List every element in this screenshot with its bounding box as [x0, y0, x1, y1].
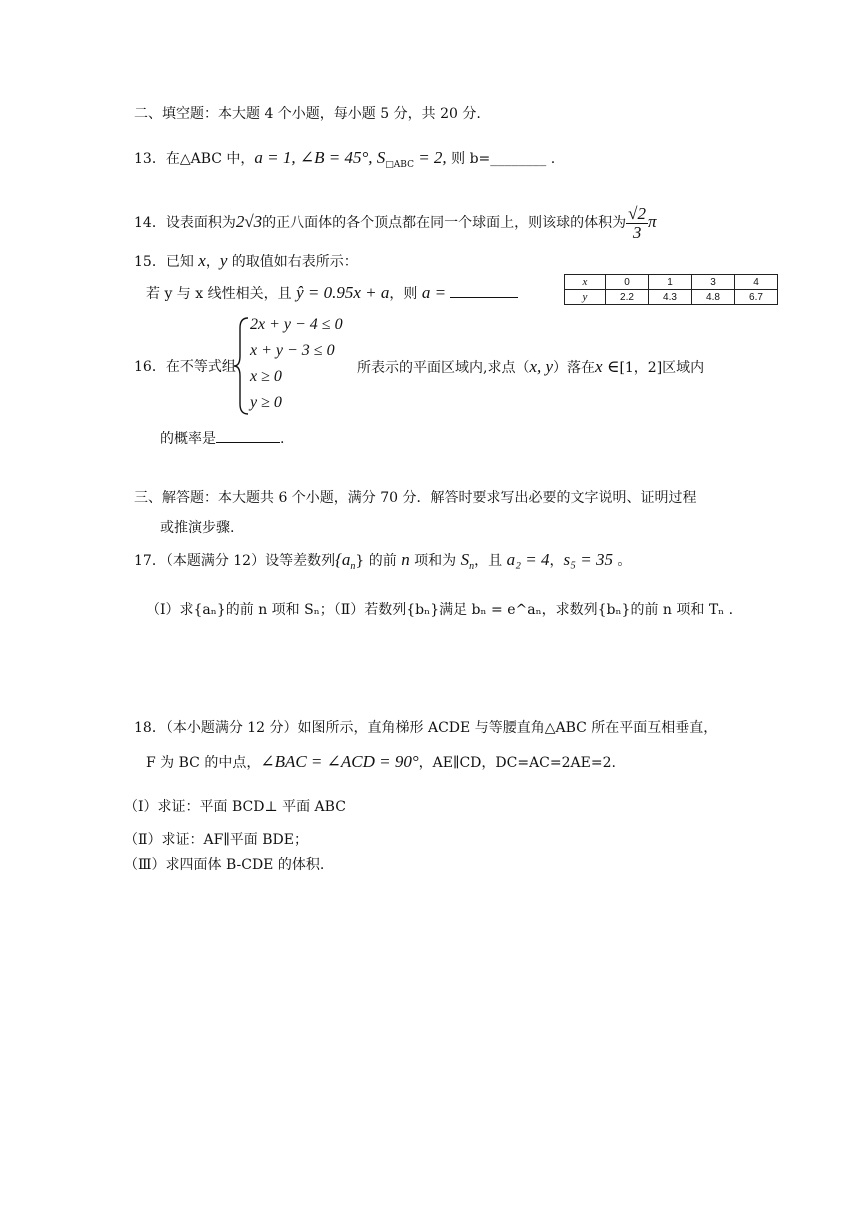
table-row — [565, 275, 778, 290]
q17-an: {a — [335, 550, 351, 569]
q16-continuation — [357, 357, 704, 378]
table-cell: 0 — [606, 275, 649, 290]
q18-part-2: （Ⅱ）求证：AF∥平面 BDE； — [124, 832, 308, 848]
q16-end: . — [280, 431, 285, 447]
q14-pi: π — [648, 212, 657, 231]
q17-s5: s₅ = 35 — [563, 550, 613, 569]
q16-tail: [1，2]区域内 — [619, 360, 705, 376]
q15-y: y — [219, 251, 228, 270]
q16-lead: 16．在不等式组 — [134, 359, 236, 375]
q17-n: n — [401, 550, 410, 569]
table-cell: 3 — [692, 275, 735, 290]
q18-line2b: ，AE∥CD，DC=AC=2AE=2. — [418, 755, 616, 771]
q16-answer-blank — [216, 428, 280, 443]
q16-set: x ∈ — [595, 357, 620, 376]
table-cell: 4.8 — [692, 290, 735, 305]
table-cell: 1 — [649, 275, 692, 290]
table-cell: 4 — [735, 275, 778, 290]
q15-x: x — [198, 251, 206, 270]
q18-angle: ∠BAC = ∠ACD = 90° — [260, 752, 419, 771]
q17-line1d: ，且 — [474, 553, 507, 569]
q13-text: 13．在△ABC 中， — [134, 151, 255, 167]
table-cell: 2.2 — [606, 290, 649, 305]
q16-point: x, y — [529, 357, 554, 376]
inequality-4: y ≥ 0 — [250, 394, 282, 411]
q15-line1b: 的取值如右表所示： — [227, 254, 358, 270]
q15-equation: ŷ = 0.95x + a — [296, 283, 390, 302]
q16-mid: 所表示的平面区域内,求点（ — [357, 360, 530, 376]
inequality-3: x ≥ 0 — [250, 368, 282, 385]
q17-line1c: 项和为 — [409, 553, 461, 569]
table-row — [565, 290, 778, 305]
q17-line1a: 17．（本题满分 12）设等差数列 — [134, 553, 336, 569]
question-15-line-2 — [146, 283, 518, 304]
q15-line2: 若 y 与 x 线性相关，且 — [146, 286, 297, 302]
q14-fraction — [626, 205, 648, 242]
q15-line2b: ，则 — [389, 286, 422, 302]
q14-text2: 的正八面体的各个顶点都在同一个球面上，则该球的体积为 — [262, 215, 627, 231]
inequality-2: x + y − 3 ≤ 0 — [250, 342, 335, 359]
q16-mid2: ）落在 — [553, 360, 596, 376]
q17-line1b: } 的前 — [355, 553, 402, 569]
q18-part-3: （Ⅲ）求四面体 B-CDE 的体积. — [124, 857, 325, 873]
question-17-line-2: （Ⅰ）求{aₙ}的前 n 项和 Sₙ；（Ⅱ）若数列{bₙ}满足 bₙ = e^aₙ，求数列{bₙ}的前 n 项和 Tₙ . — [146, 602, 734, 618]
q13-tail: 则 b=________ . — [446, 151, 556, 167]
q13-math2: = 2, — [413, 148, 447, 167]
q14-text: 14．设表面积为 — [134, 215, 236, 231]
q17-line1e: ， — [549, 553, 564, 569]
q13-math: a = 1, ∠B = 45°, S — [254, 148, 386, 167]
q15-a: a = — [421, 283, 447, 302]
table-cell: 4.3 — [649, 290, 692, 305]
q18-part-1: （Ⅰ）求证：平面 BCD⊥ 平面 ABC — [124, 799, 346, 815]
question-18-line-2 — [146, 752, 616, 773]
q15-answer-blank — [450, 283, 518, 298]
table-header-y: y — [565, 290, 606, 305]
table-cell: 6.7 — [735, 290, 778, 305]
question-17-line-1: 17．（本题满分 12）设等差数列$\{a_n\}$ 的前 n 项和为 $S_n$，且 a₂ = 4，s₅ = 35 。 — [134, 550, 632, 572]
question-13 — [134, 148, 555, 175]
q17-Sn: S — [460, 550, 470, 569]
q17-line1f: 。 — [612, 553, 632, 569]
xy-value-table — [564, 274, 778, 305]
q16-line2: 的概率是 — [160, 431, 216, 447]
q14-denominator: 3 — [632, 222, 642, 242]
q17-a2: a₂ = 4 — [506, 550, 550, 569]
question-14 — [134, 202, 657, 243]
q13-sub: □ABC — [385, 159, 414, 170]
section-3-heading-cont: 或推演步骤. — [160, 520, 235, 536]
q14-numerator: √2 — [628, 203, 647, 223]
section-2-heading: 二、填空题：本大题 4 个小题，每小题 5 分，共 20 分. — [134, 106, 481, 122]
question-15-line-1: 15．已知 x，y 的取值如右表所示： — [134, 251, 358, 270]
q15-line1: 15．已知 — [134, 254, 199, 270]
q14-math: 2√3 — [235, 212, 263, 231]
table-header-x: x — [565, 275, 606, 290]
section-3-heading: 三、解答题：本大题共 6 个小题，满分 70 分．解答时要求写出必要的文字说明、证明过程 — [134, 490, 697, 506]
inequality-system — [228, 316, 348, 416]
q18-line2a: F 为 BC 的中点， — [146, 755, 261, 771]
q16-line-2 — [160, 428, 284, 449]
inequality-1: 2x + y − 4 ≤ 0 — [250, 316, 343, 333]
question-18-line-1: 18．（本小题满分 12 分）如图所示，直角梯形 ACDE 与等腰直角△ABC 所在平面互相垂直， — [134, 720, 718, 736]
